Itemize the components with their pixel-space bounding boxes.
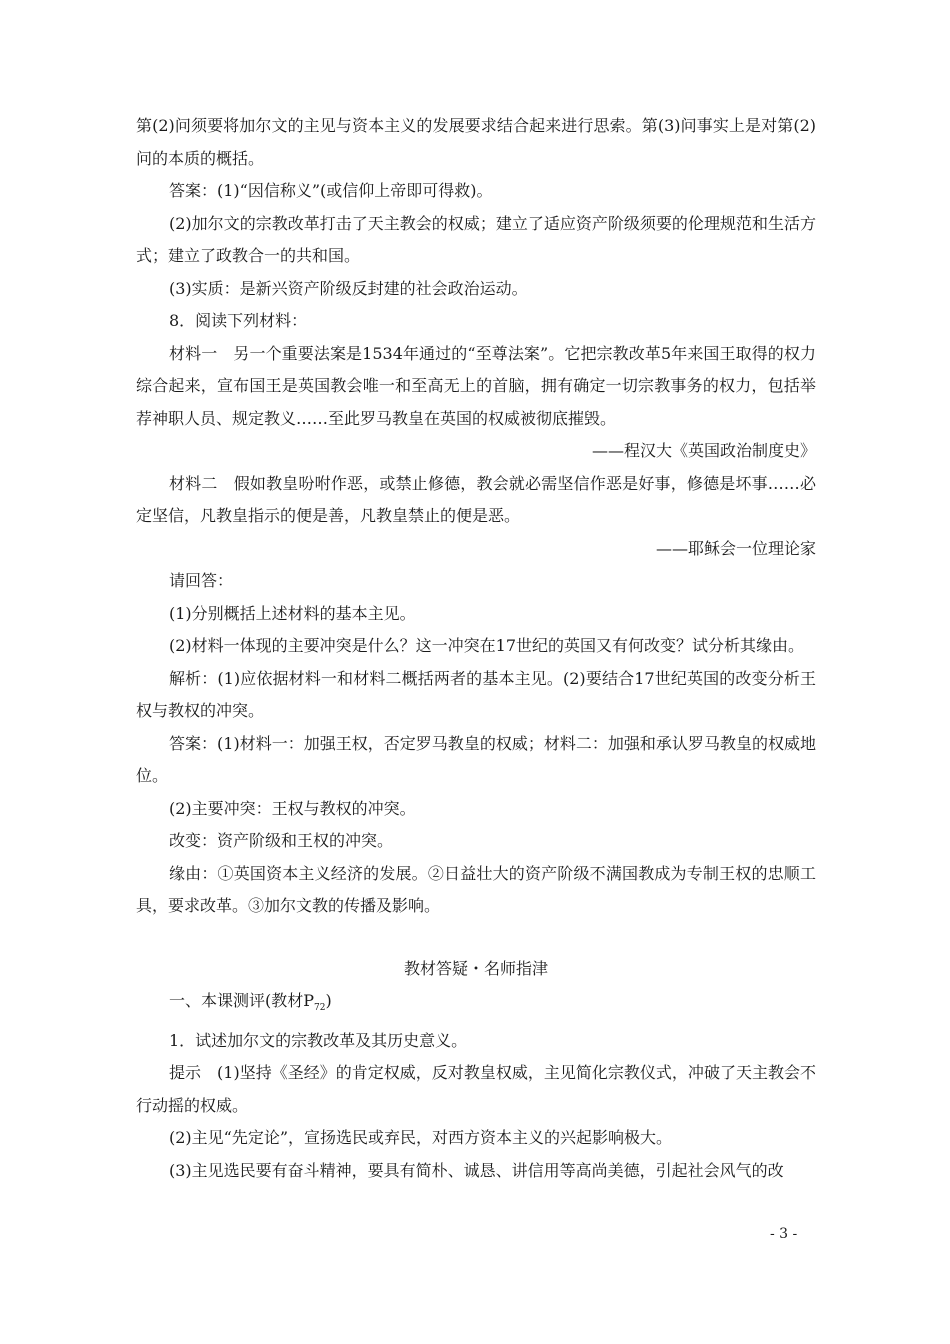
paragraph: (3)实质：是新兴资产阶级反封建的社会政治运动。 bbox=[169, 278, 528, 298]
paragraph: 答案：(1)“因信称义”(或信仰上帝即可得救)。 bbox=[169, 181, 493, 200]
material-one: 材料一 另一个重要法案是1534年通过的“至尊法案”。它把宗教改革5年来国王取得的权力综合起来，宣布国王是英国教会唯一和至高无上的首脑，拥有确定一切宗教事务的权力，包括举荐神职人员、规定教义……至此罗马教皇在英国的权威被彻底摧毁。 bbox=[136, 343, 816, 428]
paragraph: (3)主见选民要有奋斗精神，要具有简朴、诚恳、讲信用等高尚美德，引起社会风气的改 bbox=[169, 1160, 784, 1180]
answer-paragraph: 答案：(1)材料一：加强王权，否定罗马教皇的权威；材料二：加强和承认罗马教皇的权威地位。 bbox=[136, 733, 816, 785]
paragraph: 缘由：①英国资本主义经济的发展。②日益壮大的资产阶级不满国教成为专制王权的忠顺工具，要求改革。③加尔文教的传播及影响。 bbox=[136, 863, 816, 915]
paragraph: (2)加尔文的宗教改革打击了天主教会的权威；建立了适应资产阶级须要的伦理规范和生活方式；建立了政教合一的共和国。 bbox=[136, 213, 816, 265]
paragraph: 第(2)问须要将加尔文的主见与资本主义的发展要求结合起来进行思索。第(3)问事实上是对第(2)问的本质的概括。 bbox=[136, 116, 816, 168]
paragraph: (2)材料一体现的主要冲突是什么？这一冲突在17世纪的英国又有何改变？试分析其缘由。 bbox=[169, 636, 805, 655]
paragraph: (1)分别概括上述材料的基本主见。 bbox=[169, 603, 416, 623]
paragraph: 1．试述加尔文的宗教改革及其历史意义。 bbox=[169, 1030, 468, 1050]
page-number: - 3 - bbox=[770, 1226, 798, 1242]
material-two-source: ——耶稣会一位理论家 bbox=[655, 538, 816, 558]
paragraph: (2)主见“先定论”，宣扬选民或弃民，对西方资本主义的兴起影响极大。 bbox=[169, 1128, 673, 1148]
paragraph: 请回答： bbox=[169, 571, 234, 590]
analysis-paragraph: 解析：(1)应依据材料一和材料二概括两者的基本主见。(2)要结合17世纪英国的改变分析王权与教权的冲突。 bbox=[136, 668, 816, 720]
material-one-source: ——程汉大《英国政治制度史》 bbox=[591, 441, 816, 460]
section-title: 教材答疑・名师指津 bbox=[403, 958, 548, 978]
page-content bbox=[136, 110, 816, 1187]
question-8-heading: 8．阅读下列材料： bbox=[169, 311, 308, 330]
paragraph: 改变：资产阶级和王权的冲突。 bbox=[169, 831, 394, 850]
review-heading: 一、本课测评(教材$P_{72}$) bbox=[169, 991, 332, 1014]
paragraph: 提示 (1)坚持《圣经》的肯定权威，反对教皇权威，主见简化宗教仪式，冲破了天主教会不行动摇的权威。 bbox=[136, 1063, 816, 1115]
material-two: 材料二 假如教皇吩咐作恶，或禁止修德，教会就必需坚信作恶是好事，修德是坏事……必定坚信，凡教皇指示的便是善，凡教皇禁止的便是恶。 bbox=[136, 473, 816, 525]
paragraph: (2)主要冲突：王权与教权的冲突。 bbox=[169, 798, 416, 818]
